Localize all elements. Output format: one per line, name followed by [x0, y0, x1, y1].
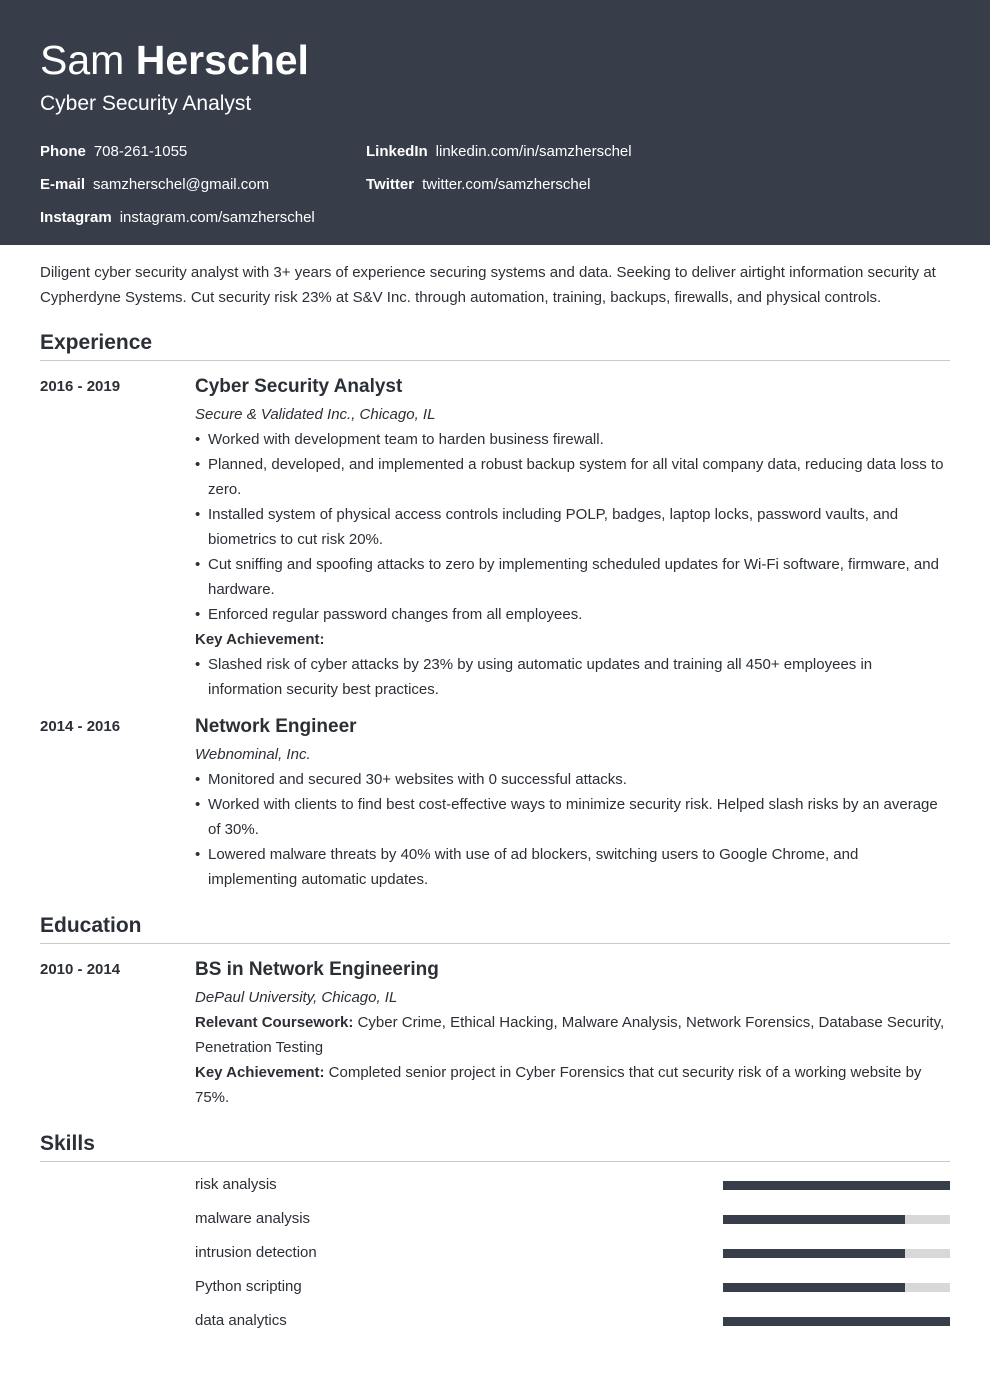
job-entry — [195, 715, 950, 892]
skill-name: Python scripting — [195, 1278, 302, 1295]
education-dates: 2010 - 2014 — [40, 961, 121, 978]
skill-level-fill — [723, 1249, 905, 1258]
job-title: Network Engineer — [195, 716, 357, 737]
contact-label: Phone — [40, 143, 86, 160]
skill-level-bar — [723, 1181, 950, 1190]
contact-label: LinkedIn — [366, 143, 428, 160]
education-entry — [195, 958, 950, 1110]
coursework — [195, 1010, 950, 1060]
contact-value: linkedin.com/in/samzherschel — [435, 143, 632, 160]
skill-level-bar — [723, 1283, 950, 1292]
contact-value: twitter.com/samzherschel — [422, 176, 591, 193]
contact-value: instagram.com/samzherschel — [119, 209, 315, 226]
job-bullet: • Lowered malware threats by 40% with use of ad blockers, switching users to Google Chrome, and implementing automatic updates. — [195, 842, 950, 892]
job-bullet: • Worked with clients to find best cost-effective ways to minimize security risk. Helped slash risks by an average of 30%. — [195, 792, 950, 842]
resume-header — [0, 0, 990, 245]
achievement-bullet: • Slashed risk of cyber attacks by 23% by using automatic updates and training all 450+ employees in information security best practices. — [195, 652, 950, 702]
job-bullet: • Planned, developed, and implemented a robust backup system for all vital company data, reducing data loss to zero. — [195, 452, 950, 502]
coursework-label: Relevant Coursework: — [195, 1014, 354, 1031]
education-achievement — [195, 1060, 950, 1110]
achievement-text: Completed senior project in Cyber Forensics that cut security risk of a working website by 75%. — [195, 1064, 922, 1106]
contact-value: samzherschel@gmail.com — [93, 176, 270, 193]
skills-heading: Skills — [40, 1132, 95, 1155]
education-heading: Education — [40, 914, 142, 937]
job-bullet: • Monitored and secured 30+ websites with 0 successful attacks. — [195, 767, 950, 792]
candidate-title: Cyber Security Analyst — [40, 92, 252, 115]
skill-level-bar — [723, 1215, 950, 1224]
contact-phone — [40, 142, 187, 162]
contact-email — [40, 175, 269, 195]
job-title: Cyber Security Analyst — [195, 376, 403, 397]
skill-row — [195, 1275, 950, 1299]
skill-level-fill — [723, 1215, 905, 1224]
key-achievement-label: Key Achievement: — [195, 1064, 325, 1081]
contact-value: 708-261-1055 — [93, 143, 188, 160]
contact-label: E-mail — [40, 176, 86, 193]
skill-level-fill — [723, 1283, 905, 1292]
first-name: Sam — [40, 37, 125, 83]
skill-level-fill — [723, 1181, 950, 1190]
job-dates: 2016 - 2019 — [40, 378, 121, 395]
skill-level-bar — [723, 1249, 950, 1258]
skill-level-bar — [723, 1317, 950, 1326]
job-bullets — [195, 427, 950, 627]
last-name: Herschel — [135, 37, 309, 83]
job-bullet: • Enforced regular password changes from all employees. — [195, 602, 950, 627]
contact-label: Twitter — [366, 176, 415, 193]
job-organization: Webnominal, Inc. — [195, 746, 311, 763]
skill-name: data analytics — [195, 1312, 287, 1329]
contact-twitter — [366, 175, 590, 195]
job-bullet: • Cut sniffing and spoofing attacks to zero by implementing scheduled updates for Wi-Fi software, firmware, and hardware. — [195, 552, 950, 602]
contact-instagram — [40, 208, 315, 228]
job-organization: Secure & Validated Inc., Chicago, IL — [195, 406, 436, 423]
skill-level-fill — [723, 1317, 950, 1326]
contact-linkedin — [366, 142, 632, 162]
section-divider — [40, 1161, 950, 1162]
skill-name: risk analysis — [195, 1176, 277, 1193]
school-name: DePaul University, Chicago, IL — [195, 989, 398, 1006]
job-bullet: • Worked with development team to harden business firewall. — [195, 427, 950, 452]
job-bullets — [195, 767, 950, 892]
section-divider — [40, 943, 950, 944]
achievement-bullets — [195, 652, 950, 702]
skill-row — [195, 1173, 950, 1197]
skill-name: malware analysis — [195, 1210, 311, 1227]
experience-heading: Experience — [40, 331, 153, 354]
key-achievement-label: Key Achievement: — [195, 631, 325, 648]
skill-row — [195, 1241, 950, 1265]
contact-label: Instagram — [40, 209, 112, 226]
job-entry — [195, 375, 950, 702]
skill-row — [195, 1309, 950, 1333]
section-divider — [40, 360, 950, 361]
degree-title: BS in Network Engineering — [195, 959, 439, 980]
skill-name: intrusion detection — [195, 1244, 317, 1261]
skill-row — [195, 1207, 950, 1231]
coursework-list: Cyber Crime, Ethical Hacking, Malware Analysis, Network Forensics, Database Security, Penetration Testing — [195, 1014, 945, 1056]
job-bullet: • Installed system of physical access controls including POLP, badges, laptop locks, password vaults, and biometrics to cut risk 20%. — [195, 502, 950, 552]
job-dates: 2014 - 2016 — [40, 718, 121, 735]
summary-paragraph: Diligent cyber security analyst with 3+ years of experience securing systems and data. Seeking to deliver airtight information security at Cypherdyne Systems. Cut security risk 23% at S&V Inc. through automation, training, backups, firewalls, and physical controls. — [40, 264, 936, 306]
candidate-name — [40, 36, 309, 84]
